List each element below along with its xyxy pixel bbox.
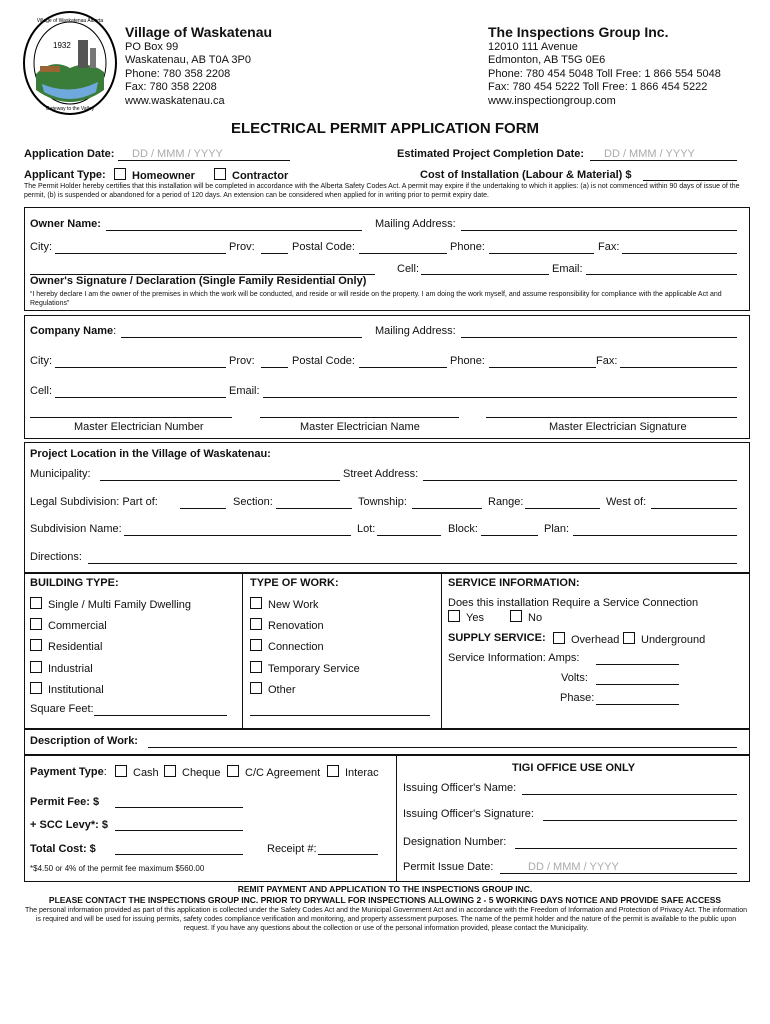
cash-label: Cash bbox=[133, 767, 159, 779]
location-section bbox=[24, 442, 750, 574]
village-line: PO Box 99 bbox=[125, 41, 179, 53]
interac-checkbox[interactable] bbox=[327, 765, 339, 777]
building-option-label: Residential bbox=[48, 641, 103, 653]
description-field[interactable] bbox=[148, 747, 737, 748]
company-fax-label: Fax: bbox=[596, 355, 618, 367]
company-postal-label: Postal Code: bbox=[292, 355, 355, 367]
plan-label: Plan: bbox=[544, 523, 570, 535]
owner-postal-label: Postal Code: bbox=[292, 241, 355, 253]
company-city-field[interactable] bbox=[55, 367, 226, 368]
tigi-line: www.inspectiongroup.com bbox=[488, 94, 616, 107]
checkbox[interactable] bbox=[250, 597, 262, 609]
checkbox[interactable] bbox=[250, 639, 262, 651]
village-name: Village of Waskatenau bbox=[125, 24, 273, 40]
checkbox[interactable] bbox=[30, 639, 42, 651]
checkbox[interactable] bbox=[30, 618, 42, 630]
owner-cell-label: Cell: bbox=[397, 263, 420, 275]
owner-name-label: Owner Name: bbox=[30, 218, 101, 230]
officer-name-label: Issuing Officer's Name: bbox=[403, 782, 517, 794]
tigi-line: 12010 111 Avenue bbox=[488, 41, 578, 53]
service-info-heading: SERVICE INFORMATION: bbox=[448, 577, 580, 589]
yes-checkbox[interactable] bbox=[448, 610, 460, 622]
type-grid-divider bbox=[441, 572, 442, 729]
owner-phone-field[interactable] bbox=[489, 253, 594, 254]
tigi-address bbox=[488, 41, 721, 108]
company-mailing-label: Mailing Address: bbox=[375, 325, 456, 337]
total-cost-field[interactable] bbox=[115, 854, 243, 855]
building-option[interactable] bbox=[30, 661, 93, 675]
tigi-line: Edmonton, AB T5G 0E6 bbox=[488, 54, 606, 67]
yes-option[interactable] bbox=[448, 610, 484, 624]
interac-option[interactable] bbox=[327, 765, 379, 779]
building-option-label: Single / Multi Family Dwelling bbox=[48, 599, 192, 611]
contractor-checkbox[interactable] bbox=[214, 168, 226, 180]
range-field[interactable] bbox=[525, 508, 600, 509]
issue-date-label: Permit Issue Date: bbox=[403, 861, 494, 873]
village-line: Waskatenau, AB T0A 3P0 bbox=[125, 54, 251, 67]
type-grid-divider bbox=[242, 572, 243, 729]
village-line: www.waskatenau.ca bbox=[125, 94, 225, 107]
cheque-checkbox[interactable] bbox=[164, 765, 176, 777]
building-option-label: Industrial bbox=[48, 663, 93, 675]
company-postal-field[interactable] bbox=[359, 367, 447, 368]
overhead-option[interactable] bbox=[553, 632, 619, 646]
designation-label: Designation Number: bbox=[403, 836, 507, 848]
company-mailing-field[interactable] bbox=[461, 337, 737, 338]
owner-city-label: City: bbox=[30, 241, 52, 253]
street-field[interactable] bbox=[423, 480, 737, 481]
footer-privacy: The personal information provided as part of this application is collected under the Safety Codes Act and the Municipal Government Act and in accordance with the Freedom of Information and Protection of Privacy Act. The information is required and will be used for issuing permits, safety codes compliance verification and monitoring, and property assessment purposes. The name of the permit holder and the nature of the permit is available to the public upon request. If you have any questions about the collection or use of the personal information provided, please contact the Municipality. bbox=[24, 907, 748, 932]
township-field[interactable] bbox=[412, 508, 482, 509]
checkbox[interactable] bbox=[250, 618, 262, 630]
township-label: Township: bbox=[358, 496, 407, 508]
payment-type-colon: : bbox=[103, 766, 107, 778]
payment-type-label: Payment Type bbox=[30, 766, 104, 778]
company-cell-field[interactable] bbox=[55, 397, 226, 398]
building-option-label: Institutional bbox=[48, 684, 104, 696]
west-of-field[interactable] bbox=[651, 508, 737, 509]
legal-subdivision-label: Legal Subdivision: Part of: bbox=[30, 496, 158, 508]
block-field[interactable] bbox=[481, 535, 538, 536]
municipality-label: Municipality: bbox=[30, 468, 91, 480]
footer-remit: REMIT PAYMENT AND APPLICATION TO THE INSPECTIONS GROUP INC. bbox=[237, 884, 533, 894]
volts-label: Volts: bbox=[561, 672, 588, 684]
square-feet-label: Square Feet: bbox=[30, 703, 94, 715]
officer-name-field[interactable] bbox=[522, 794, 737, 795]
owner-prov-field[interactable] bbox=[261, 253, 288, 254]
subdivision-label: Subdivision Name: bbox=[30, 523, 122, 535]
cost-field[interactable] bbox=[643, 180, 737, 181]
checkbox[interactable] bbox=[30, 661, 42, 673]
scc-levy-label: + SCC Levy*: $ bbox=[30, 819, 108, 831]
west-of-label: West of: bbox=[606, 496, 647, 508]
tigi-name: The Inspections Group Inc. bbox=[488, 24, 669, 40]
checkbox[interactable] bbox=[30, 682, 42, 694]
owner-mailing-label: Mailing Address: bbox=[375, 218, 456, 230]
village-line: Fax: 780 358 2208 bbox=[125, 81, 217, 94]
work-option[interactable] bbox=[250, 661, 360, 675]
village-address bbox=[125, 41, 251, 108]
office-use-heading: TIGI OFFICE USE ONLY bbox=[512, 762, 636, 774]
completion-date-label: Estimated Project Completion Date: bbox=[397, 148, 585, 160]
tigi-line: Fax: 780 454 5222 Toll Free: 1 866 454 5222 bbox=[488, 81, 708, 94]
work-option-label: Connection bbox=[268, 641, 324, 653]
cc-label: C/C Agreement bbox=[245, 767, 321, 779]
company-name-colon: : bbox=[113, 325, 117, 337]
description-label: Description of Work: bbox=[30, 735, 138, 747]
scc-levy-field[interactable] bbox=[115, 830, 243, 831]
plan-field[interactable] bbox=[573, 535, 737, 536]
me-name-label: Master Electrician Name bbox=[300, 421, 420, 433]
logo-year: 1932 bbox=[53, 41, 71, 50]
work-option[interactable] bbox=[250, 682, 296, 696]
owner-phone-label: Phone: bbox=[450, 241, 485, 253]
building-type-heading: BUILDING TYPE: bbox=[30, 577, 119, 589]
subdivision-field[interactable] bbox=[124, 535, 351, 536]
me-number-field[interactable] bbox=[30, 417, 232, 418]
volts-field[interactable] bbox=[596, 684, 679, 685]
part-of-field[interactable] bbox=[180, 508, 226, 509]
me-signature-label: Master Electrician Signature bbox=[549, 421, 687, 433]
building-option[interactable] bbox=[30, 618, 107, 632]
levy-footnote: *$4.50 or 4% of the permit fee maximum $560.00 bbox=[30, 864, 205, 873]
cc-option[interactable] bbox=[227, 765, 320, 779]
logo-bottom-text: Gateway to the Valley bbox=[45, 106, 95, 112]
overhead-label: Overhead bbox=[571, 634, 620, 646]
section-field[interactable] bbox=[276, 508, 352, 509]
type-of-work-heading: TYPE OF WORK: bbox=[250, 577, 339, 589]
work-option-label: Renovation bbox=[268, 620, 324, 632]
underground-checkbox[interactable] bbox=[623, 632, 635, 644]
yes-label: Yes bbox=[466, 612, 484, 624]
phase-field[interactable] bbox=[596, 704, 679, 705]
lot-field[interactable] bbox=[377, 535, 441, 536]
application-date-label: Application Date: bbox=[24, 148, 115, 160]
logo-top-text: Village of Waskatenau Alberta bbox=[36, 18, 104, 24]
receipt-label: Receipt #: bbox=[267, 843, 317, 855]
officer-signature-label: Issuing Officer's Signature: bbox=[403, 808, 534, 820]
tigi-line: Phone: 780 454 5048 Toll Free: 1 866 554 5048 bbox=[488, 67, 721, 80]
receipt-field[interactable] bbox=[318, 854, 378, 855]
form-title: ELECTRICAL PERMIT APPLICATION FORM bbox=[230, 120, 540, 137]
contractor-option[interactable] bbox=[214, 168, 288, 182]
owner-fax-label: Fax: bbox=[598, 241, 620, 253]
company-cell-label: Cell: bbox=[30, 385, 53, 397]
officer-signature-field[interactable] bbox=[543, 820, 737, 821]
checkbox[interactable] bbox=[30, 597, 42, 609]
owner-city-field[interactable] bbox=[55, 253, 226, 254]
no-label: No bbox=[528, 612, 543, 624]
company-phone-field[interactable] bbox=[489, 367, 596, 368]
cash-option[interactable] bbox=[115, 765, 159, 779]
no-option[interactable] bbox=[510, 610, 542, 624]
me-signature-field[interactable] bbox=[486, 417, 737, 418]
me-number-label: Master Electrician Number bbox=[74, 421, 204, 433]
cc-checkbox[interactable] bbox=[227, 765, 239, 777]
company-phone-label: Phone: bbox=[450, 355, 485, 367]
overhead-checkbox[interactable] bbox=[553, 632, 565, 644]
interac-label: Interac bbox=[345, 767, 379, 779]
company-email-field[interactable] bbox=[263, 397, 737, 398]
block-label: Block: bbox=[448, 523, 478, 535]
application-date-placeholder[interactable]: DD / MMM / YYYY bbox=[132, 148, 223, 160]
owner-postal-field[interactable] bbox=[359, 253, 447, 254]
homeowner-checkbox[interactable] bbox=[114, 168, 126, 180]
building-option[interactable] bbox=[30, 639, 102, 653]
owner-prov-label: Prov: bbox=[229, 241, 255, 253]
footer-contact: PLEASE CONTACT THE INSPECTIONS GROUP INC. PRIOR TO DRYWALL FOR INSPECTIONS ALLOWING 2 - 5 WORKING DAYS NOTICE AND PROVIDE SAFE ACCESS bbox=[48, 895, 722, 905]
owner-declaration: “I hereby declare I am the owner of the premises in which the work will be conducted, and reside or will reside on the property. I am doing the work myself, and assume responsibility for compliance with the applicable Act and Regulations” bbox=[30, 291, 722, 307]
work-option[interactable] bbox=[250, 639, 324, 653]
section-label: Section: bbox=[233, 496, 273, 508]
permit-fee-label: Permit Fee: $ bbox=[30, 796, 100, 808]
issue-date-field bbox=[500, 873, 737, 874]
building-option-label: Commercial bbox=[48, 620, 107, 632]
village-line: Phone: 780 358 2208 bbox=[125, 67, 231, 80]
building-option[interactable] bbox=[30, 682, 104, 696]
cost-label: Cost of Installation (Labour & Material) $ bbox=[420, 169, 632, 181]
street-label: Street Address: bbox=[343, 468, 419, 480]
building-option[interactable] bbox=[30, 597, 191, 611]
application-date-line bbox=[118, 160, 290, 161]
location-heading: Project Location in the Village of Waskatenau: bbox=[30, 448, 271, 460]
village-logo bbox=[22, 10, 118, 116]
owner-email-label: Email: bbox=[552, 263, 583, 275]
owner-fax-field[interactable] bbox=[622, 253, 737, 254]
total-cost-label: Total Cost: $ bbox=[30, 843, 96, 855]
company-fax-field[interactable] bbox=[620, 367, 737, 368]
owner-mailing-field[interactable] bbox=[461, 230, 737, 231]
square-feet-field[interactable] bbox=[94, 715, 227, 716]
homeowner-option[interactable] bbox=[114, 168, 195, 182]
company-prov-field[interactable] bbox=[261, 367, 288, 368]
company-email-label: Email: bbox=[229, 385, 260, 397]
work-option-label: New Work bbox=[268, 599, 319, 611]
type-grid bbox=[24, 572, 750, 730]
checkbox[interactable] bbox=[250, 661, 262, 673]
permit-notice: The Permit Holder hereby certifies that this installation will be completed in accordance with the Alberta Safety Codes Act. A permit may expire if the undertaking to which it applies: (a) is not commenced within 90 days of issue of the permit, (b) is suspended or abandoned for a period of 120 days. An extension can be considered when applied for in writing prior to permit expiry date. bbox=[24, 183, 740, 199]
completion-date-placeholder[interactable]: DD / MMM / YYYY bbox=[604, 148, 695, 160]
company-name-field[interactable] bbox=[121, 337, 362, 338]
service-question: Does this installation Require a Service Connection bbox=[448, 597, 699, 609]
cheque-label: Cheque bbox=[182, 767, 221, 779]
lot-label: Lot: bbox=[357, 523, 376, 535]
company-name-label: Company Name bbox=[30, 325, 114, 337]
owner-signature-heading: Owner's Signature / Declaration (Single Family Residential Only) bbox=[30, 275, 367, 287]
homeowner-label: Homeowner bbox=[132, 170, 195, 182]
designation-field[interactable] bbox=[515, 848, 737, 849]
directions-field[interactable] bbox=[88, 563, 737, 564]
work-option[interactable] bbox=[250, 618, 324, 632]
directions-label: Directions: bbox=[30, 551, 82, 563]
amps-field[interactable] bbox=[596, 664, 679, 665]
payment-office-divider bbox=[396, 754, 397, 881]
issue-date-placeholder[interactable]: DD / MMM / YYYY bbox=[528, 861, 619, 873]
contractor-label: Contractor bbox=[232, 170, 289, 182]
company-prov-label: Prov: bbox=[229, 355, 255, 367]
work-option-label: Temporary Service bbox=[268, 663, 360, 675]
checkbox[interactable] bbox=[250, 682, 262, 694]
completion-date-line bbox=[590, 160, 737, 161]
company-city-label: City: bbox=[30, 355, 52, 367]
underground-option[interactable] bbox=[623, 632, 705, 646]
applicant-type-label: Applicant Type: bbox=[24, 169, 106, 181]
other-work-field[interactable] bbox=[250, 715, 430, 716]
municipality-field[interactable] bbox=[100, 480, 340, 481]
work-option[interactable] bbox=[250, 597, 319, 611]
cash-checkbox[interactable] bbox=[115, 765, 127, 777]
phase-label: Phase: bbox=[560, 692, 595, 704]
owner-name-field[interactable] bbox=[106, 230, 362, 231]
underground-label: Underground bbox=[641, 634, 706, 646]
owner-email-field[interactable] bbox=[586, 274, 737, 275]
amps-label: Service Information: Amps: bbox=[448, 652, 580, 664]
no-checkbox[interactable] bbox=[510, 610, 522, 622]
supply-service-label: SUPPLY SERVICE: bbox=[448, 632, 546, 644]
me-name-field[interactable] bbox=[260, 417, 459, 418]
owner-cell-field[interactable] bbox=[421, 274, 549, 275]
range-label: Range: bbox=[488, 496, 524, 508]
cheque-option[interactable] bbox=[164, 765, 221, 779]
work-option-label: Other bbox=[268, 684, 296, 696]
permit-fee-field[interactable] bbox=[115, 807, 243, 808]
